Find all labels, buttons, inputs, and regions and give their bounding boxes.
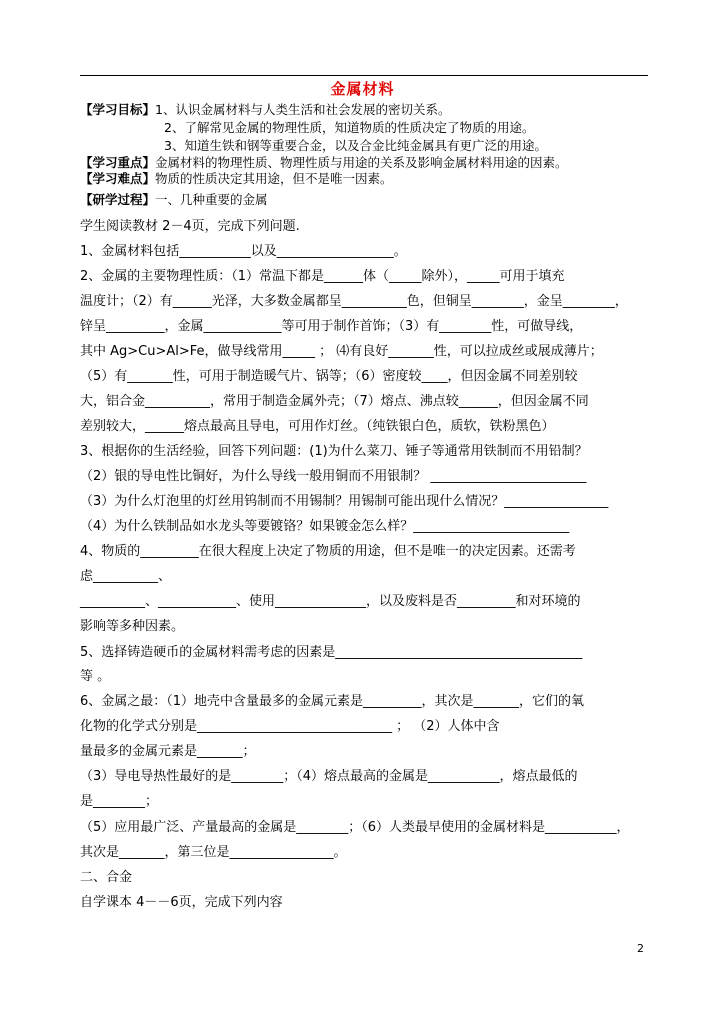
text-line: 4、物质的_________在很大程度上决定了物质的用途，但不是唯一的决定因素。还需考: [80, 544, 576, 559]
text-line: 量最多的金属元素是_______；: [80, 744, 256, 759]
top-rule: [80, 75, 648, 76]
text-line: 等 。: [80, 669, 111, 684]
text-line: （5）应用最广泛、产量最高的金属是________；（6）人类最早使用的金属材料是___________，: [80, 820, 630, 835]
difficult-point-row: [80, 170, 393, 188]
process-row: [80, 191, 268, 209]
objective-item: 1、认识金属材料与人类生活和社会发展的密切关系。: [155, 102, 451, 117]
objectives-label: 【学习目标】: [80, 102, 156, 117]
text-line: （2）银的导电性比铜好，为什么导线一般用铜而不用银制？ ________________________: [80, 469, 587, 484]
difficult-point-label: 【学习难点】: [80, 171, 156, 186]
text-line: （4）为什么铁制品如水龙头等要镀铬？如果镀金怎么样？________________________: [80, 519, 570, 534]
text-line: 是________；: [80, 794, 159, 809]
difficult-point-text: 物质的性质决定其用途，但不是唯一因素。: [155, 171, 393, 186]
text-line: 温度计；（2）有______光泽，大多数金属都呈__________色，但铜呈________，金呈________，: [80, 294, 628, 309]
text-line: 2、金属的主要物理性质：（1）常温下都是______体（_____除外），_____可用于填充: [80, 269, 565, 284]
key-point-text: 金属材料的物理性质、物理性质与用途的关系及影响金属材料用途的因素。: [155, 155, 568, 170]
objective-item: 2、了解常见金属的物理性质，知道物质的性质决定了物质的用途。: [164, 120, 535, 135]
text-line: 锌呈_________，金属____________等可用于制作首饰；（3）有________性，可做导线，: [80, 319, 583, 334]
text-line: 大，铝合金__________，常用于制造金属外壳；（7）熔点、沸点较______，但因金属不同: [80, 394, 589, 409]
process-text: 一、几种重要的金属: [155, 192, 268, 207]
text-line: 学生阅读教材 2－4页，完成下列问题.: [80, 219, 300, 234]
objectives-row: [80, 101, 450, 119]
text-line: 1、金属材料包括___________以及__________________。: [80, 244, 407, 259]
text-line: 二、合金: [80, 870, 133, 885]
text-line: 6、金属之最：（1）地壳中含量最多的金属元素是_________，其次是_______，它们的氧: [80, 694, 585, 709]
text-line: 虑__________、: [80, 569, 172, 584]
text-line: （3）导电导热性最好的是________；（4）熔点最高的金属是___________，熔点最低的: [80, 769, 578, 784]
text-line: 影响等多种因素。: [80, 619, 185, 634]
text-line: 差别较大，______熔点最高且导电，可用作灯丝。（纯铁银白色，质软，铁粉黑色）: [80, 419, 555, 434]
text-line: 其次是_______，第三位是________________。: [80, 845, 347, 860]
text-line: __________、____________、使用______________，以及废料是否_________和对环境的: [80, 594, 581, 609]
page-title: 金属材料: [330, 80, 395, 98]
text-line: （5）有_______性，可用于制造暖气片、锅等；（6）密度较____，但因金属不同差别较: [80, 369, 578, 384]
page-number: 2: [637, 942, 644, 955]
text-line: 3、根据你的生活经验，回答下列问题：(1)为什么菜刀、锤子等通常用铁制而不用铅制？: [80, 444, 588, 459]
text-line: 5、选择铸造硬币的金属材料需考虑的因素是______________________________________: [80, 645, 583, 660]
process-label: 【研学过程】: [80, 192, 156, 207]
text-line: （3）为什么灯泡里的灯丝用钨制而不用锡制？用锡制可能出现什么情况？________________: [80, 494, 609, 509]
text-line: 其中 Ag>Cu>Al>Fe，做导线常用_____ ； ⑷有良好_______性，可以拉成丝或展成薄片；: [80, 344, 603, 359]
text-line: 化物的化学式分别是______________________________ ； （2）人体中含: [80, 719, 500, 734]
text-line: 自学课本 4－－6页，完成下列内容: [80, 895, 283, 910]
key-point-label: 【学习重点】: [80, 155, 156, 170]
objective-item: 3、知道生铁和钢等重要合金，以及合金比纯金属具有更广泛的用途。: [164, 138, 547, 153]
